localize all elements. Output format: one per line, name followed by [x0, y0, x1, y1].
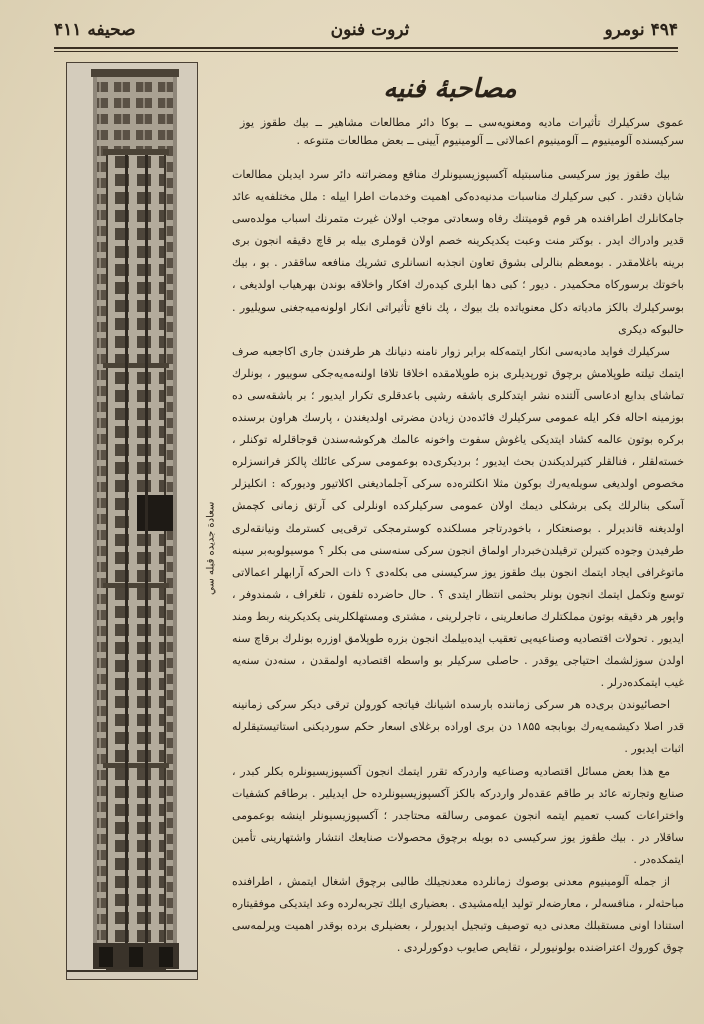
article-summary: عموی سرکیلرك تأثیرات مادیه ومعنویه‌سی ــ بوکا دائر مطالعات مشاهیر ــ بیك طقوز یوز سرکیسنده آلومینیوم ــ آلومینیوم اعمالاتی ــ آلومینیوم آیینی ــ بعض مطالعات متنوعه . — [240, 116, 684, 147]
paragraph: احصائیوندن بری‌ده هر سرکی زماننده بارسده اشیانك فیاتجه کورولن ترقی دیکر سرکی زمانینه قدر اصلا دکیشمه‌یه‌رك بوبابجه ۱۸۵۵ دن بری اوراده برغلای اسعار حکم سورديکنی استاتیستیقلرله اثبات ایدیور . — [232, 698, 684, 756]
header-rule-thin — [54, 51, 678, 52]
figure-caption: سعادة جديده قبله سي — [205, 501, 217, 595]
paragraph: از جمله آلومینیوم معدنی بوصوك زمانلرده معدنجیلك طالبی برچوق اشغال ایتمش ، اطرافنده مباحثه‌لر ، منافسه‌لر ، معارضه‌لر تولید ایله‌مشیدی . بعضیاری ایلك تجربه‌لرده وعد ایتدیکی موفقیتاره استنادا اونی مستقبلك معدنی دیه توصیف وتبجیل ایدیورلر ، بعضیلری برده بوقدر اهمیت ویرلمه‌سی چوق کوروك اعتراضنده بولونیورلر ، تقایص صایوب دوکورلردی . — [232, 875, 684, 955]
building-engraving — [67, 63, 197, 979]
header-rule — [54, 47, 678, 49]
journal-name: ثروت فنون — [330, 20, 410, 40]
paragraph: مع هذا بعض مسائل اقتصادیه وصناعیه واردرکه تقرر ایتمك انجون آکسپوزیسیونلره بکلر کبدر ، صنایع وتجارته عائد بر طاقم عقده‌لر واردرکه بالکز آکسپوزیسیونلرده حل ایدیلیر . برطاقم کشفیات واختراعات کسب تعمیم ایتمه انجون عمومی رسالقه محتاجدر ؛ آکسپوزیسیونلر اینشه بوعمومی ساقلار‌ در . بیك طقوز یوز سرکیسی ده بویله برچوق محصولات صنایعك انتشار واشتهارینی تأمین ایتمکده‌در . — [232, 764, 684, 866]
paragraph: سرکیلرك فواید مادیه‌سی انکار ایتمه‌کله برابر زوار نامنه دنیانك هر طرفندن جاری اکاجعبه صرف ایتمك تیلته طوپلامش برچوق تورپدیلری بزه طوپلامقده اخلاقا تلافا اولنه‌مه‌یه‌جکی سوییور ، بونلرك تماشای بدایع ادعاسی آلتنده نشر ایتدکلری باشقه رشپی باعدقلری تکرار ایدیور ؛ بر باشقه‌سی ده بوزمینه احاله فکر ایله عمومی سرکیلرك فائده‌دن زیادن مضرتی اولدیغندن ، پارسك هراون برسنده برکره بوتون عالمه کشاد ایتدیکی یاغوش سفوت واخونه عالمك هرکوشه‌سندن قوجاقلرله توکنلر ، خسته‌لقلر ، فنالقلر کتیرلدیکندن بحث ایدیور ؛ بردیکری‌ده بوعمومی سرکی عائلك پالکز فرانسزلره مخصوص اولدیغی سویله‌یه‌رك بوکون مثلا انکلتره‌ده سرکی آجلمادیغنی اکلاتیور ودیورکه : انکلیزلر آسکی بنالرلك یکی برشکلی دیمك اولان عمومی سرکیلرکده اونلرلی کی آرتق زمانی کچمش اولدیغنه قاندیرلر . بوصنعتکار ، باخودرتاجر مسلکنده کوسترمجکی ترقی‌یی کسترمك ونیانقه‌لری طرفیدن وجوده کتیرلن ترقیلدن‌خبردار اولماق انجون سرکی سنه‌سنی می بکلر ؟ موسیولوبه‌بر سینه ماتوغرافی ایجاد ایتمك انجون بیك طقوز یوز سرکیسنی می بکله‌دی ؟ ذات الحرکه آرابهلر اعمالاتی توسع وتکمل ایتمك انجون بونلر بحثمی انتظار ایتدی ؟ . حال حاضرده تلفون ، تلغراف ، شمندوفر ، واپور هر دقیقه بوتون مملکتلرك صانعلرینی ، تاجرلرینی ، مشتری ومستهلکلرینی یکدیکرینه ربط ومند ایدیور . تحولات اقتصادیه وصناعیه‌یی تعقیب ایده‌بیلمك انجون بزره طوپلامق اوزره بونلرك برقاچ سنه اولدن سوزلشمك احتیاجی یوقدر . حاصلی سرکیلر بو واسطه اقتصادیه اولمقدن ، سنه‌دن سنه‌یه غیب ایتمکده‌درلر . — [232, 344, 684, 690]
page-number: صحیفه ۴۱۱ — [54, 20, 136, 40]
paragraph: بیك طقوز یوز سرکیسی مناسبتیله آکسپوزیسیونلرك منافع ومضراتنه دائر سرد ایدیلن مطالعات شایان دقتدر . کبی سرکیلرك مناسبات مدنیه‌ده‌کی اهمیت وخدمات اطرا اییله : ملل مختلفه‌یه عائد جامکانلرك اطرافنده هر قوم قومیتنك رفاه وسعادتی موجب اولان غیرت متمرنك اسباب مولده‌سی قدیر وادراك ایدر . بوکتر منت وعبت یکدیکرینه خصم اولان قوملری بیله بر قاچ دقیقه انجون بری برینه باغلامقدر . بومعظم بنالرلی بشوق تعاون انجذبه انسانلری تشریك منافعه ساققدر . بو ، بیك باخوتك برسورکاه محکمیدر . دیور ؛ کبی دها ابلری کیده‌رك افکار واخلاقه بوندن بهرهیاب اولدیغی ، بوسرکیلرك بالکز مادیاته دکل معنویاتده بك بیوك ، پك نافع تأثیراتی انکار اولونه‌میه‌جغنی سویلیور . حالبوکه دیکری — [232, 168, 684, 336]
article-title: مصاحبۀ فنیه — [383, 74, 517, 104]
article-body — [232, 164, 684, 984]
tall-building-illustration — [66, 62, 198, 980]
page-header — [54, 14, 678, 46]
issue-number: ۴۹۴ نومرو — [604, 20, 678, 40]
